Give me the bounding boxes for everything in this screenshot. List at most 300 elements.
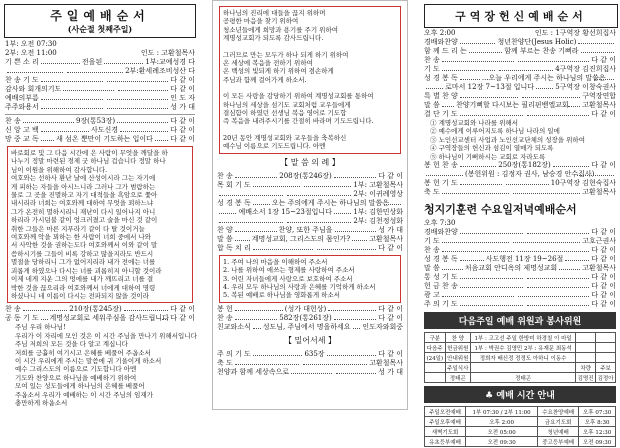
order-person: 다 같 이 — [170, 126, 196, 134]
sending-order-list — [217, 350, 403, 377]
order-person: 다 같 이 — [378, 304, 403, 313]
order-row — [424, 56, 616, 65]
leader-dots — [553, 166, 590, 167]
order-label: 찬 송 — [424, 56, 440, 64]
volunteer-table — [424, 332, 616, 383]
order-text: 208장(통246장) — [279, 171, 332, 180]
table-cell: 오후 8:30 — [579, 417, 616, 427]
order-person: 다 같 이 — [591, 255, 616, 264]
text-line: 이제 네게 지운 그의 멍에를 내가 깨뜨리고 너를 결 — [11, 275, 154, 284]
leader-dots — [162, 319, 169, 320]
order-label: 찬 송 기 도 — [5, 76, 39, 84]
table-cell: 구분 — [425, 333, 446, 343]
order-person: 다 같 이 — [170, 135, 196, 143]
order-row — [5, 67, 195, 76]
text-line: 1. 주여 나의 마음을 이해하여 주소서 — [223, 257, 328, 266]
order-row — [217, 181, 403, 190]
wednesday-service-time: 오후 7:30 — [424, 219, 456, 228]
order-text: 전을된 — [81, 58, 103, 66]
table-row — [425, 373, 616, 383]
order-label: 친교와소식 — [217, 322, 251, 331]
order-person: 다 같 이 — [591, 282, 617, 291]
table-cell — [596, 343, 616, 353]
leader-dots — [304, 186, 351, 187]
table-cell: 다음주 — [425, 343, 446, 353]
text-line: 바로회로 및 그 다음 시간에 은 사람이 무엇을 깨달을 하 — [11, 149, 168, 157]
order-person: 고환철목사 — [582, 188, 616, 197]
text-line: 나누기 정말 마련된 경제 굿 하나님 겁습니다 정말 하나 — [11, 157, 166, 166]
order-text: 사도행전 11장 19~26절 — [485, 255, 564, 264]
service-time-table — [424, 406, 616, 447]
table-row — [425, 427, 616, 437]
leader-dots — [253, 249, 313, 250]
table-cell: 청년예배 — [538, 427, 579, 437]
order-row — [217, 314, 403, 323]
text-line: 주님 저희의 모든 것을 다 알고 계십니다 — [15, 340, 128, 349]
order-person: 다 같 이 — [378, 313, 404, 322]
leader-dots — [235, 319, 278, 320]
cell-service-time: 오후 2:00 — [424, 29, 456, 37]
leader-dots — [352, 240, 367, 241]
text-line: 괴롭게 하였으나 다시는 너를 괴롭히지 아니할 것이라 — [11, 266, 162, 275]
text-line: ⑤ 하나님이 기뻐하시는 교회로 자라도록 — [430, 152, 546, 161]
leader-dots — [577, 175, 614, 176]
text-line: 그러므로 만는 모두가 하나 되게 하기 위하여 — [223, 50, 349, 59]
leader-dots — [460, 79, 480, 80]
leader-dots — [460, 97, 518, 98]
order-list-2 — [5, 117, 195, 144]
order-label: 말 씀 — [217, 234, 233, 243]
leader-dots — [41, 81, 103, 82]
cell-leader-title-box — [424, 4, 618, 28]
text-line: 모여 있는 성도들에게 하나님의 은혜를 베풀어 — [15, 382, 145, 391]
leader-dots — [327, 355, 377, 356]
order-person: 고환철목사 — [582, 101, 616, 109]
leader-dots — [506, 184, 549, 185]
text-line: ② 예수에게 이루어지도록 하나님 나라의 일에 — [430, 127, 560, 136]
leader-dots — [117, 122, 168, 123]
order-row — [217, 323, 403, 332]
order-label: 경배와찬양 — [424, 38, 458, 46]
order-text: 635장 — [304, 349, 325, 358]
leader-dots — [41, 99, 103, 100]
text-line: 여호와는 선하사 환난 날에 산성이시라 그는 자기에 — [11, 174, 156, 183]
order-row — [424, 47, 616, 56]
text-line: 5. 복된 예배로 하나님을 영화롭게 하소서 — [223, 291, 340, 300]
order-label: 감사와 회개의기도 — [5, 85, 62, 93]
leader-dots — [107, 81, 169, 82]
leader-dots — [41, 108, 103, 109]
leader-dots — [442, 70, 496, 71]
order-text: 로마서 12장 7~13절 입니다 — [445, 83, 535, 91]
text-line: 그가 온전히 멸하시리니 재난이 다시 일어나지 아니 — [11, 207, 156, 216]
sunday-service-subtitle: (사순절 첫째주일) — [67, 24, 133, 34]
leader-dots — [41, 319, 48, 320]
table-cell: 안내위원 — [445, 353, 470, 363]
text-line: 4. 우리 모두 하나님의 사랑과 은혜를 기억하게 하소서 — [223, 282, 376, 291]
table-cell: 오후 2:00 — [466, 417, 538, 427]
table-cell: 차량 — [576, 363, 596, 373]
order-row — [217, 368, 403, 377]
leader-dots — [104, 63, 143, 64]
order-person: 2부: 김천정성화 — [353, 216, 404, 225]
order-person: 다 같 이 — [170, 314, 196, 323]
table-cell: 오전 09:30 — [579, 437, 616, 447]
leader-dots — [460, 305, 523, 306]
order-person: 다 같 이 — [591, 291, 616, 300]
order-row — [217, 217, 403, 226]
text-line: 박한 것을 끊으리라 여호와께서 너에게 대하여 명령 — [11, 283, 156, 292]
order-label: 찬 양 — [217, 225, 233, 234]
text-line: 여호와께 악을 꾀하는 한 사람이 너희 중에서 나와 — [11, 233, 152, 242]
text-line: 멸절을 당하리니 그가 없어지리라 내가 전에는 너를 — [11, 258, 156, 267]
cell-offering-list — [424, 161, 616, 197]
order-text: 성도님, 주님에서 명을하세요 — [262, 322, 351, 331]
order-row — [424, 65, 616, 74]
leader-dots — [23, 122, 74, 123]
order-person: 다 같 이 — [591, 300, 617, 309]
order-list-3 — [5, 305, 195, 323]
order-person: 다 같 이 — [591, 110, 617, 118]
leader-dots — [518, 296, 590, 297]
order-label: 찬 송 — [5, 305, 21, 314]
leader-dots — [568, 106, 580, 107]
table-cell — [596, 353, 616, 363]
order-person: 1부:교예성경 다 — [145, 58, 196, 66]
order-label: 기 쁜 소 리 — [5, 58, 39, 66]
order-row — [424, 264, 616, 273]
order-person: 다 같 이 — [591, 56, 616, 64]
table-cell — [596, 333, 616, 343]
sunday-service-panel — [0, 0, 200, 410]
leader-dots — [235, 240, 250, 241]
leader-dots — [291, 373, 332, 374]
leader-dots — [334, 177, 377, 178]
order-text: 찬양기뻐할 다시보는 필리핀밴엘교회 — [455, 101, 569, 109]
order-label: 특 별 찬 양 — [424, 92, 458, 100]
table-cell: 오전 09:30 — [466, 437, 538, 447]
text-line: 님이 이원을 위해하여 감사합니다. — [11, 165, 108, 174]
text-line: 기도와 찬양으로 하나님을 예배하기 위하여 — [15, 373, 137, 382]
table-cell: (24일) — [425, 353, 446, 363]
order-person: 인도자와회중 — [362, 322, 403, 331]
leader-dots — [235, 231, 277, 232]
leader-dots — [41, 140, 54, 141]
leader-dots — [442, 251, 514, 252]
wednesday-service-title: 청지기훈련 수요일저녁예배순서 — [424, 203, 577, 217]
leader-dots — [460, 278, 523, 279]
leader-dots — [41, 131, 89, 132]
order-label: 성 경 봉 독 — [424, 255, 458, 264]
order-row — [5, 94, 195, 103]
offering-order-list — [217, 305, 403, 332]
order-person: 다 같 이 — [378, 243, 404, 252]
text-line — [223, 126, 397, 134]
sunday-service-title: 주일예배순서 — [50, 9, 150, 23]
order-row — [424, 170, 616, 179]
table-cell: 주일오전예배 — [425, 407, 466, 417]
table-row — [425, 417, 616, 427]
text-line: 우리가 이 자리에 모인 것은 이 시간 주님을 만나기 위해서입니다 — [15, 331, 197, 340]
order-person: 5구역장 이창숙권사 — [555, 83, 616, 91]
table-row — [425, 343, 616, 353]
table-cell: 유초등부예배 — [425, 437, 466, 447]
leader-dots — [219, 222, 283, 223]
leader-dots — [219, 195, 283, 196]
order-label: 성 경 봉 독 — [424, 74, 458, 82]
leader-dots — [442, 296, 514, 297]
order-row — [5, 314, 195, 323]
clock-icon: ♣ — [485, 391, 494, 402]
order-text: 새 섬온 뿐만이 기도하는 입이다 — [56, 135, 153, 143]
order-label: 예배의부름 — [5, 94, 39, 102]
order-person: 성 가 대 — [378, 367, 404, 376]
leader-dots — [303, 364, 367, 365]
text-line: 서 사악한 것을 권하는도다 여호와께서 이와 같이 말 — [11, 241, 158, 250]
order-person: 다 같 이 — [170, 305, 196, 314]
leader-dots — [518, 251, 590, 252]
order-text: 582장(통261장) — [279, 313, 332, 322]
leader-dots — [527, 233, 590, 234]
order-label: 찬 송 — [5, 117, 21, 125]
text-line: 즉 복음을 내려주시기를 간절히 바라며 기도드립니다. — [223, 117, 374, 126]
order-person: 다 같 이 — [170, 76, 196, 84]
table-cell: 오후 07:30 — [579, 407, 616, 417]
order-label: 통 성 기 도 — [424, 273, 458, 282]
table-cell: 1부 : 고고선 주일 한방미 하경칠 이 마일 — [471, 333, 576, 343]
leader-dots — [426, 88, 443, 89]
text-line: 예수 그리스도의 이름으로 기도합니다 아멘 — [15, 365, 137, 374]
order-row — [5, 135, 195, 144]
order-row — [424, 255, 616, 264]
order-row — [424, 237, 616, 246]
cell-order-list — [424, 38, 616, 119]
leader-dots — [334, 319, 377, 320]
service-time-bar-label: 예배 시간 안내 — [496, 391, 555, 402]
order-row — [217, 244, 403, 253]
leader-dots — [442, 193, 509, 194]
order-text: 찬양, 또한 주님을 — [278, 225, 333, 234]
order-text: 청년찬양단(Jesus Holic) — [497, 38, 577, 46]
order-row — [217, 199, 403, 208]
text-line: 하셨나니 네 이름이 다시는 전파되지 않을 것이라 — [11, 291, 149, 300]
leader-dots — [7, 72, 63, 73]
order-person: 다 같 이 — [591, 246, 616, 255]
order-text: (봉헌위원 : 김정자 권사, 남승경 안수집사) — [465, 170, 595, 179]
order-row — [217, 226, 403, 235]
order-label: 헌 금 찬 송 — [424, 282, 458, 291]
leader-dots — [442, 269, 463, 270]
order-person: 2부:환세례조비성산 다 — [125, 67, 195, 75]
table-cell — [425, 373, 446, 383]
leader-dots — [442, 106, 454, 107]
leader-dots — [41, 63, 80, 64]
service-time-bar — [424, 386, 616, 403]
order-row — [5, 85, 195, 94]
order-person: 성 가 대 — [378, 225, 404, 234]
order-label: 말 씀 — [424, 264, 440, 273]
table-cell — [471, 363, 576, 373]
order-text: 250장(통182장) — [498, 161, 551, 170]
service-time-2: 2부: 오전 11:00 — [5, 49, 57, 57]
leader-dots — [353, 328, 361, 329]
text-line: 2. 나를 위하여 애쓰는 형제를 사랑하여 주소서 — [223, 266, 355, 275]
service-time-1: 1부: 오전 07:30 — [5, 40, 57, 48]
wednesday-order-list — [424, 228, 616, 309]
leader-dots — [426, 175, 463, 176]
order-person: 고호근권사 — [582, 237, 616, 246]
leader-dots — [63, 90, 113, 91]
order-row — [217, 235, 403, 244]
order-row — [424, 83, 616, 92]
order-list-1 — [5, 58, 195, 112]
order-text: ...오늘 우리에게 주시는 하나님의 말씀은 — [481, 74, 606, 82]
leader-dots — [513, 193, 580, 194]
order-text: 처음교회 안디옥의 제명성교회 — [464, 264, 558, 273]
leader-dots — [536, 88, 553, 89]
order-label: 말 씀 — [424, 101, 440, 109]
leader-dots — [23, 310, 68, 311]
text-line: 예수님 이름으로 기도드립니다. 아멘 — [223, 142, 326, 151]
text-line: 충만하게 하옵소서 — [15, 398, 68, 407]
table-cell: 주일오후예배 — [425, 417, 466, 427]
text-line: 이 시간 우리에게 주시는 말씀에 귀 기울이게 하소서 — [15, 356, 162, 365]
order-text: 예배소서 1장 15~23절입니다 — [238, 207, 332, 216]
leader-dots — [287, 195, 351, 196]
leader-dots — [578, 43, 614, 44]
order-row — [217, 208, 403, 217]
order-label: 결 단 기 도 — [424, 110, 458, 118]
order-row — [424, 101, 616, 110]
order-label: 주 의 기 도 — [217, 349, 251, 358]
order-row — [5, 126, 195, 135]
order-row — [424, 38, 616, 47]
table-cell: 수요찬양예배 — [538, 407, 579, 417]
table-cell: 정태곤 — [471, 373, 576, 383]
order-text: 계명성교회, 그리스도의 몸인가? — [251, 234, 351, 243]
text-line: 취한 그들은 마른 지푸라기 같이 다 탈 것이거늘 — [11, 224, 145, 233]
text-line: 주님과 함께 걸어가게 하소서. — [223, 75, 307, 84]
leader-dots — [527, 278, 590, 279]
leader-dots — [328, 310, 376, 311]
order-row — [424, 228, 616, 237]
leader-dots — [336, 373, 377, 374]
order-person: 10구역장 김현숙집사 — [550, 179, 616, 188]
order-text: 9장(통53장) — [75, 117, 116, 125]
leader-dots — [469, 52, 503, 53]
text-line: 하나님의 진리에 대들을 끊지 위하며 — [223, 9, 326, 17]
leader-dots — [460, 166, 497, 167]
order-row — [5, 305, 195, 314]
leader-dots — [334, 213, 351, 214]
leader-dots — [118, 90, 168, 91]
text-line: 하나님의 세상을 섬기도 교회처럼 교우들에게 — [223, 100, 351, 109]
table-cell: 1부 07:30 / 2부 11:00 — [466, 407, 538, 417]
order-person: 다 같 이 — [378, 171, 404, 180]
order-label: 축 도 — [217, 358, 233, 367]
word-order-list — [217, 172, 403, 253]
order-row — [424, 291, 616, 300]
table-cell: 오후 12:30 — [579, 427, 616, 437]
order-label: 신 앙 고 백 — [5, 126, 39, 134]
leader-dots — [442, 242, 509, 243]
leader-dots — [253, 328, 261, 329]
order-label: 합 독 치 리 — [217, 243, 251, 252]
table-cell — [576, 343, 596, 353]
order-label: 찬 송 — [424, 246, 440, 255]
leader-dots — [67, 72, 123, 73]
leader-dots — [559, 269, 580, 270]
order-row — [424, 273, 616, 282]
order-row — [5, 76, 195, 85]
table-cell: 찬 양 — [445, 333, 470, 343]
text-line: 주님 우리 하나님! — [15, 323, 66, 332]
table-cell: 주일식사 — [445, 363, 470, 373]
text-line: 씀하시기를 그들이 비록 강하고 많을지라도 반드시 — [11, 249, 154, 258]
decision-prayer-list — [424, 119, 616, 161]
leader-dots — [581, 52, 615, 53]
leader-dots — [335, 231, 377, 232]
order-text: 210장(통245장) — [69, 305, 122, 314]
order-row — [424, 188, 616, 197]
table-cell: 주보 — [596, 363, 616, 373]
sending-section-header: 【 밀어서세 】 — [284, 335, 336, 345]
common-prayer-text — [5, 323, 195, 407]
order-label: 주 의 기 도 — [424, 300, 458, 309]
word-section-header: 【 말 씀 의 례 】 — [280, 157, 340, 167]
order-row — [5, 117, 195, 126]
leader-dots — [384, 204, 401, 205]
leader-dots — [460, 115, 523, 116]
text-line: 하리라 가시덤불 같이 엉크러졌고 술을 마신 것 같이 — [11, 216, 158, 225]
volunteer-bar: 다음주일 예배 위원과 봉사위원 — [424, 312, 616, 329]
order-person: 다 같 이 — [591, 273, 617, 282]
leader-dots — [460, 287, 523, 288]
table-row — [425, 437, 616, 447]
leader-dots — [527, 305, 590, 306]
text-line: 게 피하는 자들을 아시느니라 그러나 그가 범람하는 — [11, 182, 156, 191]
cell-leader-title: 구역장헌신예배순서 — [455, 10, 587, 23]
leader-dots — [120, 131, 168, 132]
order-person: 다 같 이 — [170, 85, 196, 93]
order-label: 공 동 기 도 — [5, 314, 39, 323]
order-person: 다 같 이 — [378, 349, 404, 358]
text-line: 공평한 마음을 찾기 위하여 — [223, 17, 299, 26]
leader-dots — [518, 61, 590, 62]
table-cell: 오전 05:00 — [466, 427, 538, 437]
text-line: ③ 노인선교센터 사업과 노인선교단체의 성장을 위하여 — [430, 135, 585, 144]
text-line: 온 세상에 복음을 전하기 위하여 — [223, 59, 313, 68]
text-line: 저희를 긍휼히 여기시고 은혜를 베풀어 주옵소서 — [15, 348, 151, 357]
order-text: 사도신경 — [90, 126, 119, 134]
order-label: 봉 헌 — [217, 304, 233, 313]
order-person: 고환철목사 — [369, 358, 403, 367]
intro-prayer-box — [219, 6, 401, 154]
order-person: 인 도 자 — [170, 94, 195, 102]
text-line: 내시리라 너희는 여호와께 대하여 무엇을 꾀하느냐 — [11, 199, 154, 208]
table-row — [425, 407, 616, 417]
text-line: 20년 동안 계명성교회와 교우들을 축복하신 — [223, 133, 347, 142]
order-label: 광 고 — [424, 291, 440, 300]
order-label: 망 중 교 독 — [5, 135, 39, 143]
order-label: 봉 헌 기 도 — [424, 179, 458, 188]
leader-dots — [460, 260, 484, 261]
table-row — [425, 333, 616, 343]
service-leader: 인도 : 고환철목사 — [140, 49, 195, 57]
order-person: 다 같 이 — [591, 161, 616, 170]
order-row — [5, 58, 195, 67]
order-person: 2부: 이귀례영상 — [353, 189, 404, 198]
